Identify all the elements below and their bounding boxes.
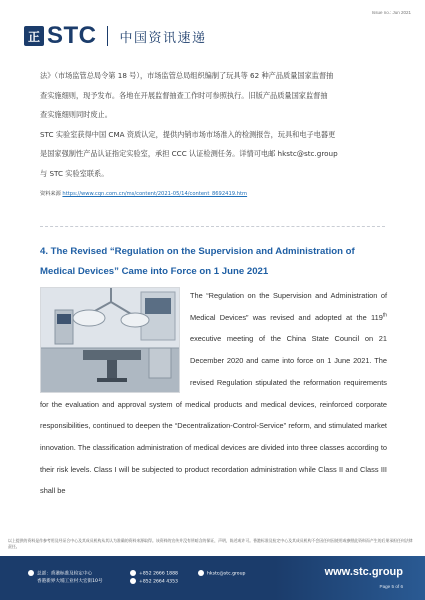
ordinal-suffix: th — [382, 312, 387, 319]
section-heading-line: Medical Devices” Came into Force on 1 June 2021 — [40, 266, 269, 277]
page-number: Page 5 of 6 — [379, 584, 403, 589]
section-heading-line: 4. The Revised “Regulation on the Supervision and Administration of — [40, 246, 355, 257]
stc-logo-text: STC — [47, 22, 97, 49]
website-link[interactable]: www.stc.group — [324, 566, 403, 578]
body-text: The “Regulation on the Supervision and Administration of Medical Devices” was revised and adopted at the 119 — [190, 291, 387, 322]
section-divider — [40, 226, 385, 227]
footer-email — [198, 570, 245, 578]
text-line: 是国家强制性产品认证指定实验室，承担 CCC 认证检测任务。详情可电邮 hkstc@stc.group — [40, 149, 338, 158]
article-body-paragraph — [40, 285, 387, 502]
source-label: 资料来源 — [40, 191, 61, 197]
address-label: 总部：香港标准及检定中心 — [37, 571, 93, 577]
email-icon — [198, 570, 204, 576]
footer-contact — [130, 570, 178, 585]
header-divider — [107, 26, 108, 46]
disclaimer-text: 以上提供的资料是作参考用及经证合中心及其成员机构从其认为准确的资料来源取得。该资料的宣传并没有所暗含的保证，声明，陈述或许可。香港标准及检定中心及其成员机构不会因任何因使用或参照此资料而产生的后果承担任何法律责任。 — [8, 538, 413, 549]
body-text: executive meeting of the China State Council on 21 December 2020 and came into force on 1 June 2021. The revised Regulation stipulated the reformation requirements for the evaluation and approval system of medical products and medical devices, reinforced corporate responsibilities, continued to deepen the “Decentralization-Control-Service” reform, and stimulated market innovation. The classification administration of medical devices are divided into three classes according to their risk levels. Class I will be subjected to product recordation administration while Class II and Class III shall be — [40, 334, 387, 496]
section-heading — [40, 242, 390, 282]
text-line: 查实施细则同时废止。 — [40, 110, 112, 119]
footer-address — [28, 570, 103, 585]
fax-icon — [130, 578, 136, 584]
chinese-article-text — [40, 66, 388, 199]
text-line: 查实施细则，现予发布。各地在开展监督抽查工作时可参照执行。旧版产品质量国家监督抽 — [40, 90, 328, 100]
location-icon — [28, 570, 34, 576]
text-line: 法》（市场监管总局令第 18 号），市场监管总局组织编制了玩具等 62 种产品质量国家监督抽 — [40, 71, 334, 80]
text-line: STC 实验室获得中国 CMA 资质认定，提供内销市场市场准入的检测报告，玩具和电子电器更 — [40, 129, 336, 139]
address-line: 香港新界大埔工业村大宏街10号 — [37, 578, 103, 584]
fax-number: +852 2664 4353 — [139, 579, 178, 584]
page-header — [24, 24, 404, 48]
issue-number: Issue no.: Jun 2021 — [371, 10, 411, 15]
phone-icon — [130, 570, 136, 576]
source-citation — [40, 189, 388, 199]
text-line: 与 STC 实验室联系。 — [40, 168, 109, 178]
email-link[interactable]: hkstc@stc.group — [207, 571, 246, 577]
image-wrap-spacer — [40, 285, 190, 393]
page-footer — [0, 556, 425, 600]
newsletter-title: 中国资讯速递 — [119, 30, 207, 46]
footer-accent — [275, 556, 425, 600]
stc-logo-icon: 正 — [24, 26, 44, 46]
source-link[interactable]: https://www.cqn.com.cn/ms/content/2021-05/14/content_8692419.htm — [62, 191, 248, 197]
phone-number[interactable]: +852 2666 1888 — [139, 571, 178, 577]
